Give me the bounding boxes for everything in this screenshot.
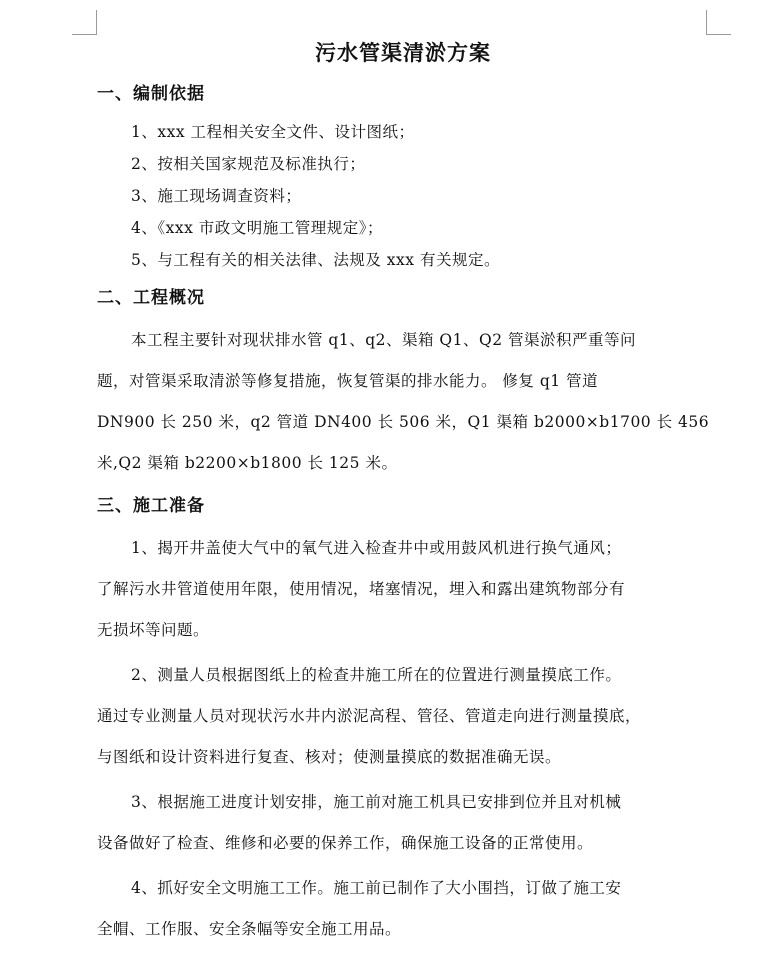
section-heading-preparation: 三、施工准备 bbox=[97, 496, 205, 516]
paragraph-line: 1、揭开井盖使大气中的氧气进入检查井中或用鼓风机进行换气通风； bbox=[131, 539, 622, 557]
paragraph-line: 了解污水井管道使用年限，使用情况，堵塞情况，埋入和露出建筑物部分有 bbox=[97, 580, 626, 598]
document-title: 污水管渠清淤方案 bbox=[315, 40, 491, 65]
list-item: 5、与工程有关的相关法律、法规及 xxx 有关规定。 bbox=[131, 251, 500, 269]
section-heading-basis: 一、编制依据 bbox=[97, 84, 205, 104]
list-item: 3、施工现场调查资料； bbox=[131, 187, 302, 205]
paragraph-line: 3、根据施工进度计划安排，施工前对施工机具已安排到位并且对机械 bbox=[131, 793, 622, 811]
paragraph-line: 与图纸和设计资料进行复查、核对；使测量摸底的数据准确无误。 bbox=[97, 748, 562, 766]
paragraph-line: 设备做好了检查、维修和必要的保养工作，确保施工设备的正常使用。 bbox=[97, 834, 594, 852]
basis-list bbox=[97, 116, 709, 276]
section-heading-overview: 二、工程概况 bbox=[97, 288, 205, 308]
preparation-paragraph-2 bbox=[97, 655, 709, 778]
paragraph-line: 4、抓好安全文明施工工作。施工前已制作了大小围挡，订做了施工安 bbox=[131, 879, 622, 897]
page-margin-marker-top-right bbox=[706, 10, 731, 35]
paragraph-line: DN900 长 250 米，q2 管道 DN400 长 506 米，Q1 渠箱 b2000×b1700 长 456 bbox=[97, 413, 710, 431]
paragraph-line: 本工程主要针对现状排水管 q1、q2、渠箱 Q1、Q2 管渠淤积严重等问 bbox=[131, 331, 636, 349]
paragraph-line: 2、测量人员根据图纸上的检查井施工所在的位置进行测量摸底工作。 bbox=[131, 666, 622, 684]
preparation-paragraph-4 bbox=[97, 868, 709, 950]
list-item: 1、xxx 工程相关安全文件、设计图纸； bbox=[131, 123, 415, 141]
page-margin-marker-top-left bbox=[72, 10, 97, 35]
overview-paragraph bbox=[97, 320, 709, 484]
paragraph-line: 通过专业测量人员对现状污水井内淤泥高程、管径、管道走向进行测量摸底， bbox=[97, 707, 642, 725]
list-item: 4、《xxx 市政文明施工管理规定》； bbox=[131, 219, 384, 237]
preparation-paragraph-1 bbox=[97, 528, 709, 651]
paragraph-line: 米,Q2 渠箱 b2200×b1800 长 125 米。 bbox=[97, 454, 398, 472]
list-item: 2、按相关国家规范及标准执行； bbox=[131, 155, 366, 173]
preparation-paragraph-3 bbox=[97, 782, 709, 864]
document-body bbox=[97, 38, 709, 954]
paragraph-line: 题，对管渠采取清淤等修复措施，恢复管渠的排水能力。 修复 q1 管道 bbox=[97, 372, 599, 390]
paragraph-line: 全帽、工作服、安全条幅等安全施工用品。 bbox=[97, 920, 402, 938]
paragraph-line: 无损坏等问题。 bbox=[97, 621, 210, 639]
